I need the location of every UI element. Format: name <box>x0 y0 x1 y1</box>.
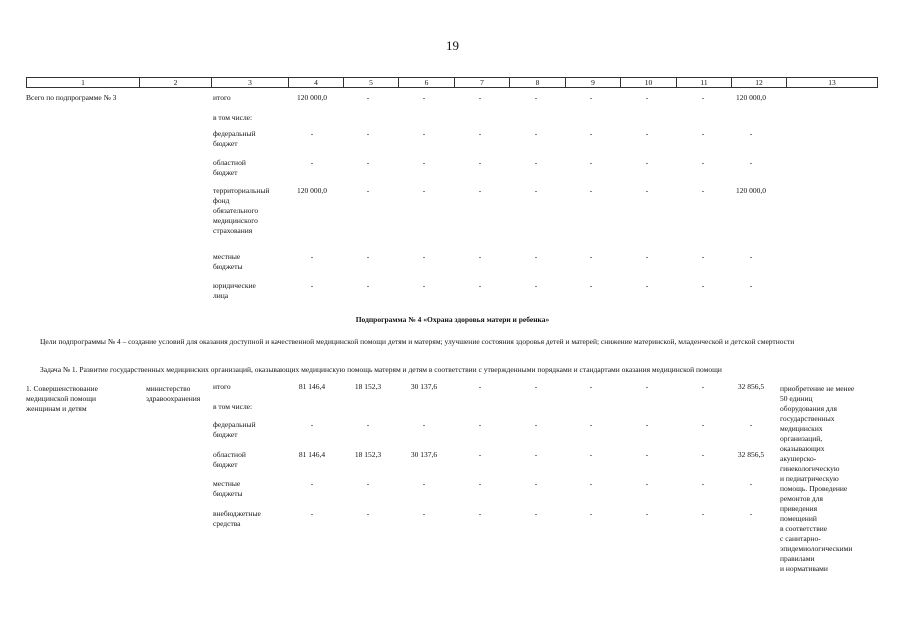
subprogram-3-cell: - <box>478 129 482 138</box>
subprogram-3-cell: - <box>645 186 649 195</box>
subprogram-4-cell: - <box>645 450 649 459</box>
subprogram-3-total-label: Всего по подпрограмме № 3 <box>26 93 117 102</box>
subprogram-3-cell: - <box>701 186 705 195</box>
subprogram-3-cell: - <box>478 186 482 195</box>
subprogram-3-cell: 120 000,0 <box>736 93 766 102</box>
subprogram-4-cell: - <box>589 450 593 459</box>
subprogram-3-row-label: местные бюджеты <box>213 252 243 271</box>
subprogram-4-cell: - <box>310 509 314 518</box>
subprogram-3-row-label: в том числе: <box>213 113 253 122</box>
subprogram-4-cell: - <box>422 420 426 429</box>
subprogram-3-cell: - <box>701 281 705 290</box>
subprogram-3-cell: - <box>422 252 426 261</box>
column-header-13: 13 <box>787 78 878 88</box>
subprogram-3-cell: - <box>589 93 593 102</box>
subprogram-4-cell: 18 152,3 <box>354 450 382 459</box>
subprogram-3-cell: - <box>645 129 649 138</box>
subprogram-4-cell: - <box>749 479 753 488</box>
subprogram-4-cell: - <box>701 450 705 459</box>
subprogram-4-cell: - <box>478 450 482 459</box>
column-header-2: 2 <box>140 78 212 88</box>
subprogram-4-cell: - <box>478 479 482 488</box>
column-header-7: 7 <box>455 78 510 88</box>
subprogram-3-cell: - <box>366 252 370 261</box>
subprogram-3-cell: - <box>701 158 705 167</box>
subprogram-3-cell: - <box>422 129 426 138</box>
column-header-3: 3 <box>212 78 289 88</box>
subprogram-3-cell: 120 000,0 <box>297 186 327 195</box>
subprogram-3-cell: - <box>645 93 649 102</box>
subprogram-3-cell: - <box>749 129 753 138</box>
column-header-9: 9 <box>566 78 621 88</box>
column-header-10: 10 <box>621 78 677 88</box>
subprogram-4-cell: - <box>310 479 314 488</box>
column-header-row <box>26 77 878 88</box>
subprogram-3-cell: - <box>478 252 482 261</box>
subprogram-4-cell: - <box>701 479 705 488</box>
subprogram-4-cell: 32 856,5 <box>737 450 765 459</box>
subprogram-4-cell: 18 152,3 <box>354 382 382 391</box>
subprogram-3-row-label: итого <box>213 93 231 102</box>
subprogram-3-cell: - <box>310 129 314 138</box>
subprogram-3-cell: - <box>422 281 426 290</box>
subprogram-4-cell: - <box>589 420 593 429</box>
subprogram-4-row-label: местные бюджеты <box>213 479 243 498</box>
subprogram-4-cell: 30 137,6 <box>410 382 438 391</box>
subprogram-3-cell: - <box>422 158 426 167</box>
subprogram-3-cell: - <box>310 158 314 167</box>
subprogram-3-cell: - <box>645 158 649 167</box>
subprogram-4-cell: - <box>645 479 649 488</box>
subprogram-4-cell: - <box>366 509 370 518</box>
subprogram-3-cell: 120 000,0 <box>736 186 766 195</box>
subprogram-3-cell: - <box>478 158 482 167</box>
subprogram-4-cell: - <box>589 509 593 518</box>
subprogram-3-row-label: федеральный бюджет <box>213 129 256 148</box>
subprogram-4-cell: - <box>534 479 538 488</box>
subprogram-4-row-label: федеральный бюджет <box>213 420 256 439</box>
subprogram-3-cell: - <box>366 158 370 167</box>
subprogram-4-cell: 81 146,4 <box>298 382 326 391</box>
subprogram-4-cell: - <box>478 382 482 391</box>
subprogram-3-cell: - <box>422 93 426 102</box>
subprogram-3-cell: - <box>478 93 482 102</box>
subprogram-3-cell: - <box>366 281 370 290</box>
subprogram-3-cell: - <box>534 158 538 167</box>
subprogram-3-cell: - <box>534 93 538 102</box>
subprogram-4-cell: - <box>534 420 538 429</box>
subprogram-4-cell: - <box>645 382 649 391</box>
activity-name: 1. Совершенствование медицинской помощи женщинам и детям <box>26 384 98 413</box>
subprogram-3-cell: - <box>366 129 370 138</box>
column-header-6: 6 <box>399 78 455 88</box>
subprogram-3-row-label: областной бюджет <box>213 158 246 177</box>
subprogram-4-cell: 30 137,6 <box>410 450 438 459</box>
subprogram-4-cell: 81 146,4 <box>298 450 326 459</box>
subprogram-3-row-label: юридические лица <box>213 281 256 300</box>
subprogram-4-cell: - <box>534 382 538 391</box>
activity-result: приобретение не менее 50 единиц оборудования для государственных медицинских организаций, оказывающих акушерско- гинекологическую и педиатрическую помощь. Проведение ремонтов для приведения помещений в соответствие с санитарно- эпидемиологическими правилами и нормативами <box>780 384 855 573</box>
subprogram-3-cell: - <box>589 129 593 138</box>
subprogram-3-cell: - <box>478 281 482 290</box>
subprogram-3-cell: - <box>645 252 649 261</box>
subprogram-3-cell: - <box>701 129 705 138</box>
column-header-11: 11 <box>677 78 732 88</box>
subprogram-3-cell: - <box>701 93 705 102</box>
subprogram-4-cell: - <box>589 479 593 488</box>
subprogram-3-cell: - <box>366 93 370 102</box>
subprogram-4-cell: - <box>422 509 426 518</box>
subprogram-4-cell: - <box>749 420 753 429</box>
subprogram-3-cell: - <box>534 252 538 261</box>
subprogram-3-cell: - <box>534 281 538 290</box>
subprogram-3-cell: - <box>422 186 426 195</box>
subprogram-4-heading: Подпрограмма № 4 «Охрана здоровья матери и ребенка» <box>355 315 550 324</box>
activity-executor: министерство здравоохранения <box>146 384 201 403</box>
subprogram-4-row-label: областной бюджет <box>213 450 246 469</box>
subprogram-4-row-label: внебюджетные средства <box>213 509 261 528</box>
subprogram-3-cell: - <box>749 252 753 261</box>
subprogram-4-cell: - <box>534 450 538 459</box>
column-header-5: 5 <box>344 78 399 88</box>
subprogram-3-row-label: территориальный фонд обязательного медицинского страхования <box>213 186 270 235</box>
subprogram-4-task: Задача № 1. Развитие государственных медицинских организаций, оказывающих медицинскую помощь матерям и детям в соответствии с утвержденными порядками и стандартами оказания медицинской помощи <box>40 365 722 374</box>
subprogram-4-cell: - <box>701 420 705 429</box>
subprogram-3-cell: - <box>589 252 593 261</box>
subprogram-4-cell: - <box>366 479 370 488</box>
subprogram-4-cell: 32 856,5 <box>737 382 765 391</box>
subprogram-3-cell: - <box>310 281 314 290</box>
column-header-1: 1 <box>27 78 140 88</box>
subprogram-4-cell: - <box>589 382 593 391</box>
subprogram-4-cell: - <box>645 509 649 518</box>
subprogram-4-cell: - <box>366 420 370 429</box>
subprogram-4-cell: - <box>478 420 482 429</box>
subprogram-3-cell: - <box>310 252 314 261</box>
subprogram-4-cell: - <box>534 509 538 518</box>
column-header-12: 12 <box>732 78 787 88</box>
subprogram-4-goals: Цели подпрограммы № 4 – создание условий для оказания доступной и качественной медицинской помощи детям и матерям; улучшение состояния здоровья детей и матерей; снижение материнской, младенческой и детской смертности <box>40 337 795 346</box>
subprogram-3-cell: - <box>589 281 593 290</box>
subprogram-4-cell: - <box>478 509 482 518</box>
subprogram-4-row-label: итого <box>213 382 231 391</box>
subprogram-3-cell: - <box>749 281 753 290</box>
subprogram-3-cell: 120 000,0 <box>297 93 327 102</box>
subprogram-3-cell: - <box>589 158 593 167</box>
subprogram-4-cell: - <box>645 420 649 429</box>
page-number: 19 <box>446 38 459 53</box>
subprogram-3-cell: - <box>701 252 705 261</box>
subprogram-3-cell: - <box>645 281 649 290</box>
subprogram-3-cell: - <box>749 158 753 167</box>
subprogram-4-cell: - <box>749 509 753 518</box>
subprogram-3-cell: - <box>534 186 538 195</box>
subprogram-4-row-label: в том числе: <box>213 402 253 411</box>
subprogram-3-cell: - <box>366 186 370 195</box>
column-header-4: 4 <box>289 78 344 88</box>
column-header-8: 8 <box>510 78 566 88</box>
subprogram-4-cell: - <box>422 479 426 488</box>
subprogram-3-cell: - <box>534 129 538 138</box>
subprogram-4-cell: - <box>310 420 314 429</box>
subprogram-3-cell: - <box>589 186 593 195</box>
subprogram-4-cell: - <box>701 509 705 518</box>
subprogram-4-cell: - <box>701 382 705 391</box>
